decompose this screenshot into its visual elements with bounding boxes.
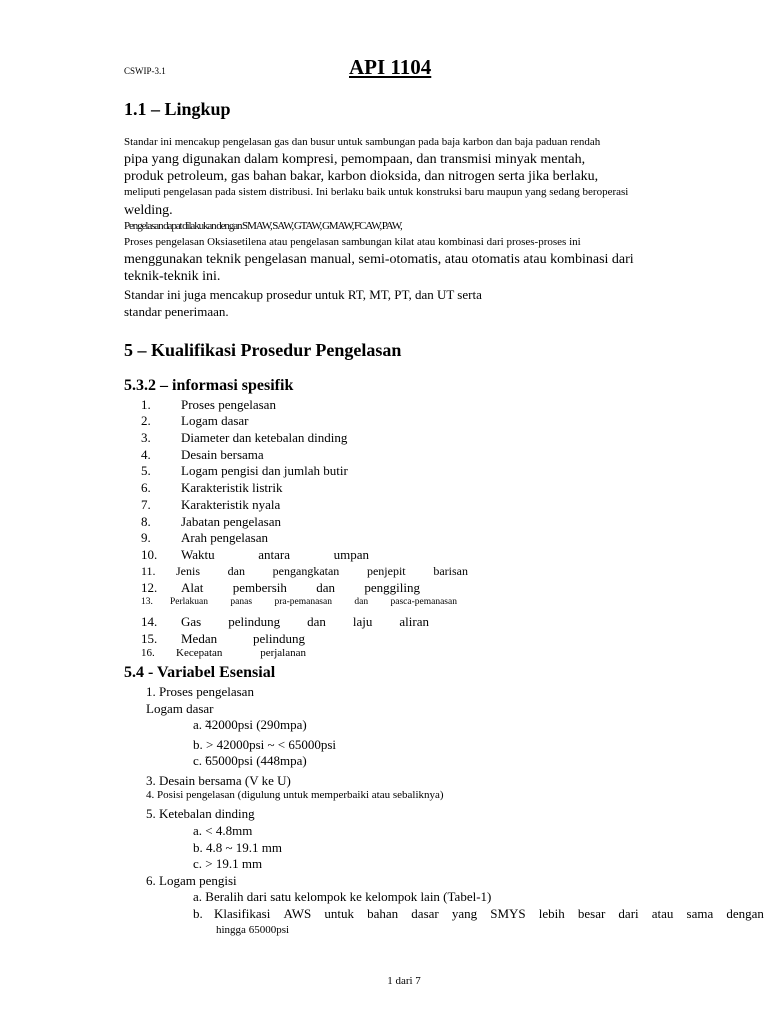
- scope-line: pipa yang digunakan dalam kompresi, pemompaan, dan transmisi minyak mentah,: [124, 152, 586, 167]
- section-5-4-heading: 5.4 - Variabel Esensial: [124, 664, 276, 681]
- list-item-word: panas: [230, 597, 253, 607]
- list-item-word: pra-pemanasan: [274, 597, 332, 607]
- list-item-number: 2.: [141, 413, 151, 428]
- list-item: [181, 547, 369, 563]
- list-item-word: penjepit: [366, 564, 406, 578]
- list-item: Arah pengelasan: [181, 530, 268, 545]
- filler-option-word: dengan: [726, 906, 764, 921]
- base-metal-option-a: a. ̃42000psi (290mpa): [193, 717, 307, 732]
- list-item-number: 8.: [141, 514, 151, 529]
- list-item-word: pelindung: [253, 631, 305, 646]
- list-item-word: antara: [258, 547, 290, 562]
- scope-line: meliputi pengelasan pada sistem distribusi. Ini berlaku baik untuk konstruksi baru maupun yang sedang beroperasi: [124, 186, 629, 198]
- list-item: Diameter dan ketebalan dinding: [181, 430, 348, 445]
- list-item-number: 7.: [141, 497, 151, 512]
- section-5-3-2-heading: 5.3.2 – informasi spesifik: [124, 377, 294, 394]
- filler-option-word: untuk: [324, 906, 355, 921]
- list-item: Proses pengelasan: [181, 397, 276, 412]
- filler-option-word: bahan: [367, 906, 399, 921]
- list-item-word: umpan: [333, 547, 369, 562]
- list-item-word: pasca-pemanasan: [390, 597, 457, 607]
- list-item-number: 15.: [141, 631, 158, 646]
- filler-option-word: yang: [451, 906, 478, 921]
- filler-metal-option-b-continued: hingga 65000psi: [216, 924, 290, 936]
- list-item-number: 3.: [141, 430, 151, 445]
- list-item-word: pengangkatan: [272, 564, 340, 578]
- list-item-word: laju: [352, 614, 373, 629]
- filler-option-word: besar: [577, 906, 606, 921]
- wall-thickness-option-b: b. 4.8 ~ 19.1 mm: [193, 840, 283, 855]
- scope-line: Standar ini juga mencakup prosedur untuk RT, MT, PT, dan UT serta: [124, 287, 482, 302]
- list-item-number: 6.: [141, 480, 151, 495]
- scope-line: produk petroleum, gas bahan bakar, karbon dioksida, dan nitrogen serta jika berlaku,: [124, 169, 599, 184]
- base-metal-option-c: c. ̃65000psi (448mpa): [193, 753, 307, 768]
- list-item-word: pembersih: [232, 580, 287, 595]
- list-item-number: 12.: [141, 580, 158, 595]
- essential-item-wall-thickness: 5. Ketebalan dinding: [146, 806, 255, 821]
- filler-metal-option-b: [214, 906, 764, 922]
- list-item: Karakteristik nyala: [181, 497, 281, 512]
- list-item: Desain bersama: [181, 447, 264, 462]
- list-item-word: barisan: [433, 564, 468, 578]
- list-item-number: 9.: [141, 530, 151, 545]
- scope-line: Standar ini mencakup pengelasan gas dan busur untuk sambungan pada baja karbon dan baja paduan rendah: [124, 136, 601, 148]
- base-metal-option-b: b. > 42000psi ~ < 65000psi: [193, 737, 337, 752]
- list-item-word: Medan: [181, 631, 218, 646]
- list-item-number: 5.: [141, 463, 151, 478]
- scope-line: welding.: [124, 203, 173, 218]
- list-item-word: perjalanan: [260, 647, 306, 659]
- list-item-word: pelindung: [228, 614, 281, 629]
- list-item-word: dan: [227, 564, 245, 578]
- list-item: Karakteristik listrik: [181, 480, 283, 495]
- list-item-number: 16.: [141, 647, 155, 659]
- section-5-heading: 5 – Kualifikasi Prosedur Pengelasan: [124, 340, 402, 360]
- scope-line: standar penerimaan.: [124, 304, 229, 319]
- list-item-word: Waktu: [181, 547, 215, 562]
- list-item-word: Alat: [181, 580, 204, 595]
- list-item: [181, 631, 305, 647]
- list-item-word: Jenis: [176, 564, 200, 578]
- list-item: [181, 614, 429, 630]
- filler-option-word: lebih: [538, 906, 565, 921]
- list-item-word: Kecepatan: [176, 647, 223, 659]
- essential-item-filler-metal: 6. Logam pengisi: [146, 873, 237, 888]
- list-item-word: Perlakuan: [170, 597, 208, 607]
- list-item-word: dan: [354, 597, 369, 607]
- scope-line: Pengelasan dapat dilakukan dengan SMAW, SAW, GTAW, GMAW, FCAW, PAW,: [124, 220, 402, 232]
- section-1-1-heading: 1.1 – Lingkup: [124, 99, 231, 119]
- filler-metal-option-b-label: b.: [193, 906, 203, 921]
- wall-thickness-option-c: c. > 19.1 mm: [193, 856, 263, 871]
- list-item-number: 11.: [141, 564, 156, 578]
- list-item-number: 4.: [141, 447, 151, 462]
- list-item-number: 14.: [141, 614, 158, 629]
- filler-option-word: atau: [651, 906, 674, 921]
- filler-option-word: sama: [686, 906, 714, 921]
- list-item-word: dan: [307, 614, 326, 629]
- essential-item-process: 1. Proses pengelasan: [146, 684, 254, 699]
- list-item-number: 1.: [141, 397, 151, 412]
- essential-base-metal: Logam dasar: [146, 701, 214, 716]
- list-item: [176, 564, 468, 579]
- wall-thickness-option-a: a. < 4.8mm: [193, 823, 253, 838]
- list-item: Logam pengisi dan jumlah butir: [181, 463, 348, 478]
- filler-option-word: dari: [618, 906, 639, 921]
- scope-line: menggunakan teknik pengelasan manual, semi-otomatis, atau otomatis atau kombinasi dari: [124, 252, 634, 267]
- list-item: Logam dasar: [181, 413, 249, 428]
- filler-option-word: Klasifikasi: [214, 906, 271, 921]
- list-item: [170, 597, 457, 607]
- list-item-word: dan: [316, 580, 336, 595]
- list-item: [176, 647, 306, 659]
- scope-line: teknik-teknik ini.: [124, 269, 221, 284]
- list-item-number: 13.: [141, 597, 153, 607]
- essential-item-position: 4. Posisi pengelasan (digulung untuk memperbaiki atau sebaliknya): [146, 789, 444, 801]
- filler-option-word: SMYS: [490, 906, 526, 921]
- filler-option-word: AWS: [283, 906, 312, 921]
- list-item-number: 10.: [141, 547, 158, 562]
- list-item: Jabatan pengelasan: [181, 514, 281, 529]
- filler-metal-option-a: a. Beralih dari satu kelompok ke kelompok lain (Tabel-1): [193, 889, 492, 904]
- essential-item-joint-design: 3. Desain bersama (V ke U): [146, 773, 291, 788]
- filler-option-word: dasar: [411, 906, 439, 921]
- list-item-word: Gas: [181, 614, 202, 629]
- document-title: API 1104: [349, 55, 432, 79]
- page-number: 1 dari 7: [387, 975, 421, 987]
- list-item: [181, 580, 420, 596]
- list-item-word: penggiling: [364, 580, 420, 595]
- document-code: CSWIP-3.1: [124, 66, 166, 76]
- list-item-word: aliran: [399, 614, 429, 629]
- scope-line: Proses pengelasan Oksiasetilena atau pengelasan sambungan kilat atau kombinasi dari proses-proses ini: [124, 236, 581, 248]
